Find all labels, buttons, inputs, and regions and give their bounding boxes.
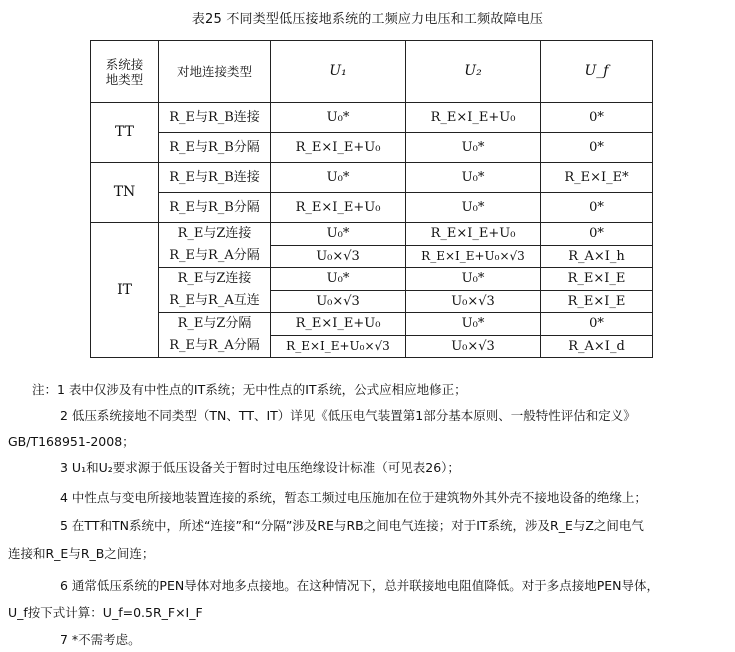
cell-u2: R_E×I_E+U₀ xyxy=(406,223,541,246)
header-u1: U₁ xyxy=(271,41,406,103)
cell-u2: U₀* xyxy=(406,313,541,336)
cell-uf: R_E×I_E xyxy=(541,290,653,313)
note-2-cont: GB/T168951-2008； xyxy=(8,434,135,449)
note-7: 7 *不需考虑。 xyxy=(60,632,141,647)
table-row xyxy=(91,103,653,133)
group-tt: TT xyxy=(91,103,159,163)
table-row xyxy=(91,313,653,336)
cell-u1: R_E×I_E+U₀ xyxy=(271,313,406,336)
group-tn: TN xyxy=(91,163,159,223)
connection-line-a: R_E与Z连接 xyxy=(177,271,252,286)
header-connection: 对地连接类型 xyxy=(159,41,271,103)
cell-uf: 0* xyxy=(541,193,653,223)
cell-u2: U₀* xyxy=(406,163,541,193)
cell-uf: 0* xyxy=(541,133,653,163)
voltage-table xyxy=(90,40,653,358)
cell-u1: U₀* xyxy=(271,163,406,193)
note-5: 5 在TT和TN系统中，所述“连接”和“分隔”涉及RE与RB之间电气连接；对于IT系统，涉及R_E与Z之间电气 xyxy=(60,518,644,533)
note-5-cont: 连接和R_E与R_B之间连； xyxy=(8,546,155,561)
cell-uf: 0* xyxy=(541,103,653,133)
cell-uf: R_E×I_E* xyxy=(541,163,653,193)
cell-u1: U₀×√3 xyxy=(271,245,406,268)
note-6: 6 通常低压系统的PEN导体对地多点接地。在这种情况下，总并联接地电阻值降低。对于多点接地PEN导体， xyxy=(60,578,660,593)
connection-line-b: R_E与R_A分隔 xyxy=(169,338,260,353)
cell-u2: U₀×√3 xyxy=(406,335,541,358)
connection-line-b: R_E与R_A分隔 xyxy=(169,248,260,263)
cell-connection xyxy=(159,223,271,268)
cell-uf: R_A×I_d xyxy=(541,335,653,358)
cell-u1: U₀* xyxy=(271,223,406,246)
header-row xyxy=(91,41,653,103)
cell-connection: R_E与R_B分隔 xyxy=(159,193,271,223)
cell-uf: 0* xyxy=(541,223,653,246)
cell-u1: U₀* xyxy=(271,103,406,133)
cell-u1: R_E×I_E+U₀×√3 xyxy=(271,335,406,358)
header-uf: U_f xyxy=(541,41,653,103)
cell-u2: U₀×√3 xyxy=(406,290,541,313)
cell-u2: R_E×I_E+U₀ xyxy=(406,103,541,133)
header-u2: U₂ xyxy=(406,41,541,103)
table-row xyxy=(91,193,653,223)
note-6-cont: U_f按下式计算：U_f=0.5R_F×I_F xyxy=(8,605,203,620)
table-row xyxy=(91,133,653,163)
connection-line-b: R_E与R_A互连 xyxy=(169,293,260,308)
note-2: 2 低压系统接地不同类型（TN、TT、IT）详见《低压电气装置第1部分基本原则、一般特性评估和定义》 xyxy=(60,408,636,423)
cell-uf: 0* xyxy=(541,313,653,336)
cell-uf: R_E×I_E xyxy=(541,268,653,291)
cell-connection xyxy=(159,313,271,358)
cell-connection: R_E与R_B分隔 xyxy=(159,133,271,163)
table-row xyxy=(91,223,653,246)
group-it: IT xyxy=(91,223,159,358)
cell-connection: R_E与R_B连接 xyxy=(159,163,271,193)
cell-u1: U₀* xyxy=(271,268,406,291)
cell-u1: R_E×I_E+U₀ xyxy=(271,193,406,223)
cell-u2: R_E×I_E+U₀×√3 xyxy=(406,245,541,268)
note-1: 注：1 表中仅涉及有中性点的IT系统；无中性点的IT系统，公式应相应地修正； xyxy=(32,382,467,397)
cell-connection: R_E与R_B连接 xyxy=(159,103,271,133)
cell-u2: U₀* xyxy=(406,268,541,291)
cell-connection xyxy=(159,268,271,313)
cell-u2: U₀* xyxy=(406,193,541,223)
cell-u1: R_E×I_E+U₀ xyxy=(271,133,406,163)
connection-line-a: R_E与Z连接 xyxy=(177,226,252,241)
note-4: 4 中性点与变电所接地装置连接的系统，暂态工频过电压施加在位于建筑物外其外壳不接地设备的绝缘上； xyxy=(60,490,647,505)
table-title: 表25 不同类型低压接地系统的工频应力电压和工频故障电压 xyxy=(191,12,544,27)
cell-u1: U₀×√3 xyxy=(271,290,406,313)
table-row xyxy=(91,268,653,291)
cell-u2: U₀* xyxy=(406,133,541,163)
cell-uf: R_A×I_h xyxy=(541,245,653,268)
table-row xyxy=(91,163,653,193)
note-3: 3 U₁和U₂要求源于低压设备关于暂时过电压绝缘设计标准（可见表26）； xyxy=(60,460,460,475)
header-system: 系统接地类型 xyxy=(91,41,159,103)
connection-line-a: R_E与Z分隔 xyxy=(177,316,252,331)
